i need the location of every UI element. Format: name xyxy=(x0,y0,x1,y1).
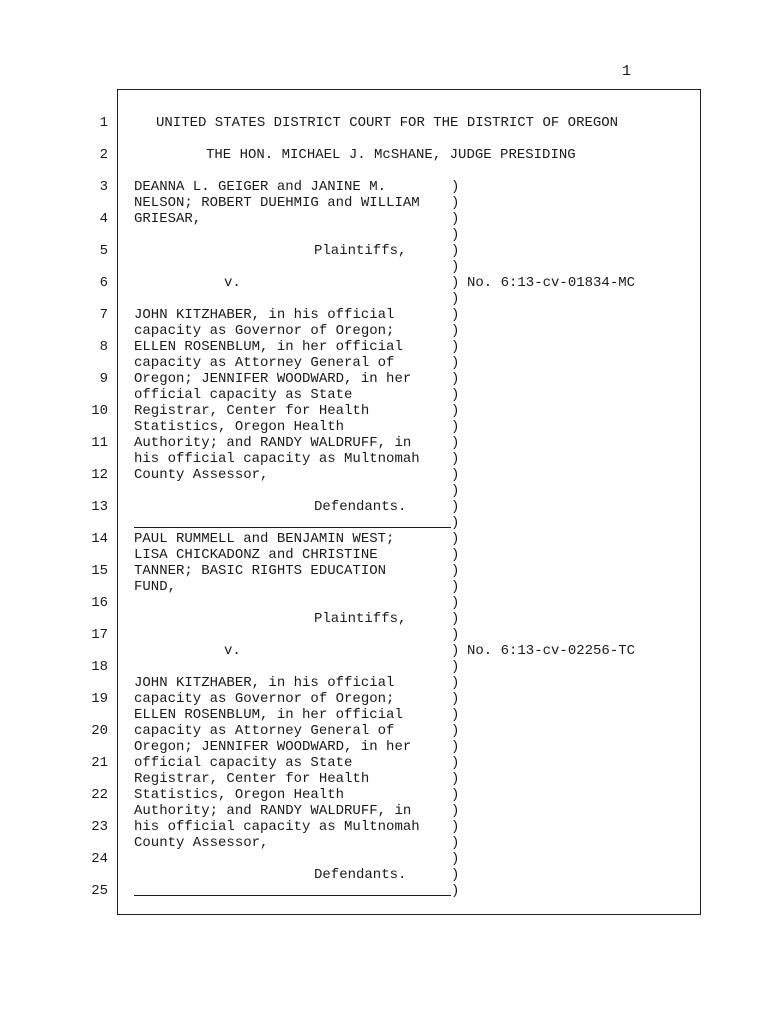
versus-label: v. xyxy=(224,643,241,659)
defendant-line: Oregon; JENNIFER WOODWARD, in her xyxy=(134,739,412,755)
defendant-line: JOHN KITZHABER, in his official xyxy=(134,307,395,323)
caption-paren: ) xyxy=(451,339,460,355)
defendant-line: County Assessor, xyxy=(134,835,269,851)
caption-paren: ) xyxy=(451,627,460,643)
defendant-line: official capacity as State xyxy=(134,755,353,771)
caption-paren: ) xyxy=(451,243,460,259)
caption-paren: ) xyxy=(451,355,460,371)
caption-paren: ) xyxy=(451,755,460,771)
caption-paren: ) xyxy=(451,483,460,499)
defendant-line: Authority; and RANDY WALDRUFF, in xyxy=(134,803,412,819)
defendant-line: his official capacity as Multnomah xyxy=(134,451,420,467)
defendant-line: ELLEN ROSENBLUM, in her official xyxy=(134,339,403,355)
plaintiffs-label: Plaintiffs, xyxy=(314,611,407,627)
line-number: 21 xyxy=(91,755,108,771)
caption-paren: ) xyxy=(451,611,460,627)
caption-paren: ) xyxy=(451,595,460,611)
line-number: 7 xyxy=(99,307,108,323)
plaintiff-line: TANNER; BASIC RIGHTS EDUCATION xyxy=(134,563,387,579)
line-number: 1 xyxy=(99,115,108,131)
line-number: 2 xyxy=(99,147,108,163)
caption-rule xyxy=(134,895,451,896)
case-number: No. 6:13-cv-01834-MC xyxy=(467,275,636,291)
caption-paren: ) xyxy=(451,499,460,515)
caption-paren: ) xyxy=(451,419,460,435)
defendant-line: JOHN KITZHABER, in his official xyxy=(134,675,395,691)
defendant-line: official capacity as State xyxy=(134,387,353,403)
plaintiff-line: LISA CHICKADONZ and CHRISTINE xyxy=(134,547,378,563)
line-number: 18 xyxy=(91,659,108,675)
caption-paren: ) xyxy=(451,883,460,899)
line-number: 12 xyxy=(91,467,108,483)
defendant-line: Authority; and RANDY WALDRUFF, in xyxy=(134,435,412,451)
plaintiff-line: DEANNA L. GEIGER and JANINE M. xyxy=(134,179,387,195)
caption-paren: ) xyxy=(451,307,460,323)
plaintiff-line: PAUL RUMMELL and BENJAMIN WEST; xyxy=(134,531,395,547)
line-number: 23 xyxy=(91,819,108,835)
caption-paren: ) xyxy=(451,451,460,467)
caption-paren: ) xyxy=(451,211,460,227)
line-number: 6 xyxy=(99,275,108,291)
caption-paren: ) xyxy=(451,739,460,755)
plaintiff-line: NELSON; ROBERT DUEHMIG and WILLIAM xyxy=(134,195,420,211)
defendant-line: Registrar, Center for Health xyxy=(134,771,370,787)
judge-heading: THE HON. MICHAEL J. McSHANE, JUDGE PRESIDING xyxy=(206,147,576,163)
caption-paren: ) xyxy=(451,515,460,531)
caption-paren: ) xyxy=(451,803,460,819)
caption-paren: ) xyxy=(451,195,460,211)
line-number: 22 xyxy=(91,787,108,803)
caption-paren: ) xyxy=(451,547,460,563)
caption-paren: ) xyxy=(451,723,460,739)
defendant-line: his official capacity as Multnomah xyxy=(134,819,420,835)
line-number: 13 xyxy=(91,499,108,515)
caption-paren: ) xyxy=(451,531,460,547)
line-number: 10 xyxy=(91,403,108,419)
line-number: 16 xyxy=(91,595,108,611)
caption-paren: ) xyxy=(451,643,460,659)
plaintiff-line: FUND, xyxy=(134,579,177,595)
caption-paren: ) xyxy=(451,867,460,883)
line-number: 20 xyxy=(91,723,108,739)
caption-paren: ) xyxy=(451,227,460,243)
caption-paren: ) xyxy=(451,403,460,419)
line-number: 19 xyxy=(91,691,108,707)
defendant-line: capacity as Attorney General of xyxy=(134,723,395,739)
defendant-line: ELLEN ROSENBLUM, in her official xyxy=(134,707,403,723)
caption-paren: ) xyxy=(451,819,460,835)
caption-paren: ) xyxy=(451,563,460,579)
line-number: 14 xyxy=(91,531,108,547)
line-number: 11 xyxy=(91,435,108,451)
line-number: 17 xyxy=(91,627,108,643)
line-number: 3 xyxy=(99,179,108,195)
defendants-label: Defendants. xyxy=(314,867,407,883)
defendant-line: County Assessor, xyxy=(134,467,269,483)
plaintiff-line: GRIESAR, xyxy=(134,211,202,227)
caption-paren: ) xyxy=(451,259,460,275)
caption-paren: ) xyxy=(451,387,460,403)
caption-paren: ) xyxy=(451,467,460,483)
line-number: 25 xyxy=(91,883,108,899)
defendant-line: Registrar, Center for Health xyxy=(134,403,370,419)
caption-paren: ) xyxy=(451,851,460,867)
caption-paren: ) xyxy=(451,275,460,291)
defendants-label: Defendants. xyxy=(314,499,407,515)
plaintiffs-label: Plaintiffs, xyxy=(314,243,407,259)
line-number: 4 xyxy=(99,211,108,227)
line-number: 8 xyxy=(99,339,108,355)
caption-paren: ) xyxy=(451,771,460,787)
defendant-line: capacity as Governor of Oregon; xyxy=(134,323,395,339)
caption-paren: ) xyxy=(451,787,460,803)
caption-paren: ) xyxy=(451,323,460,339)
line-number: 24 xyxy=(91,851,108,867)
caption-paren: ) xyxy=(451,707,460,723)
defendant-line: Statistics, Oregon Health xyxy=(134,419,345,435)
line-number: 5 xyxy=(99,243,108,259)
caption-rule xyxy=(134,527,451,528)
caption-paren: ) xyxy=(451,675,460,691)
caption-paren: ) xyxy=(451,579,460,595)
court-heading: UNITED STATES DISTRICT COURT FOR THE DISTRICT OF OREGON xyxy=(156,115,619,131)
versus-label: v. xyxy=(224,275,241,291)
caption-paren: ) xyxy=(451,435,460,451)
defendant-line: Oregon; JENNIFER WOODWARD, in her xyxy=(134,371,412,387)
caption-paren: ) xyxy=(451,179,460,195)
line-number: 15 xyxy=(91,563,108,579)
caption-paren: ) xyxy=(451,691,460,707)
defendant-line: capacity as Governor of Oregon; xyxy=(134,691,395,707)
defendant-line: Statistics, Oregon Health xyxy=(134,787,345,803)
caption-paren: ) xyxy=(451,835,460,851)
case-number: No. 6:13-cv-02256-TC xyxy=(467,643,636,659)
caption-paren: ) xyxy=(451,371,460,387)
caption-paren: ) xyxy=(451,659,460,675)
line-number: 9 xyxy=(99,371,108,387)
defendant-line: capacity as Attorney General of xyxy=(134,355,395,371)
caption-paren: ) xyxy=(451,291,460,307)
page-number: 1 xyxy=(622,63,632,80)
